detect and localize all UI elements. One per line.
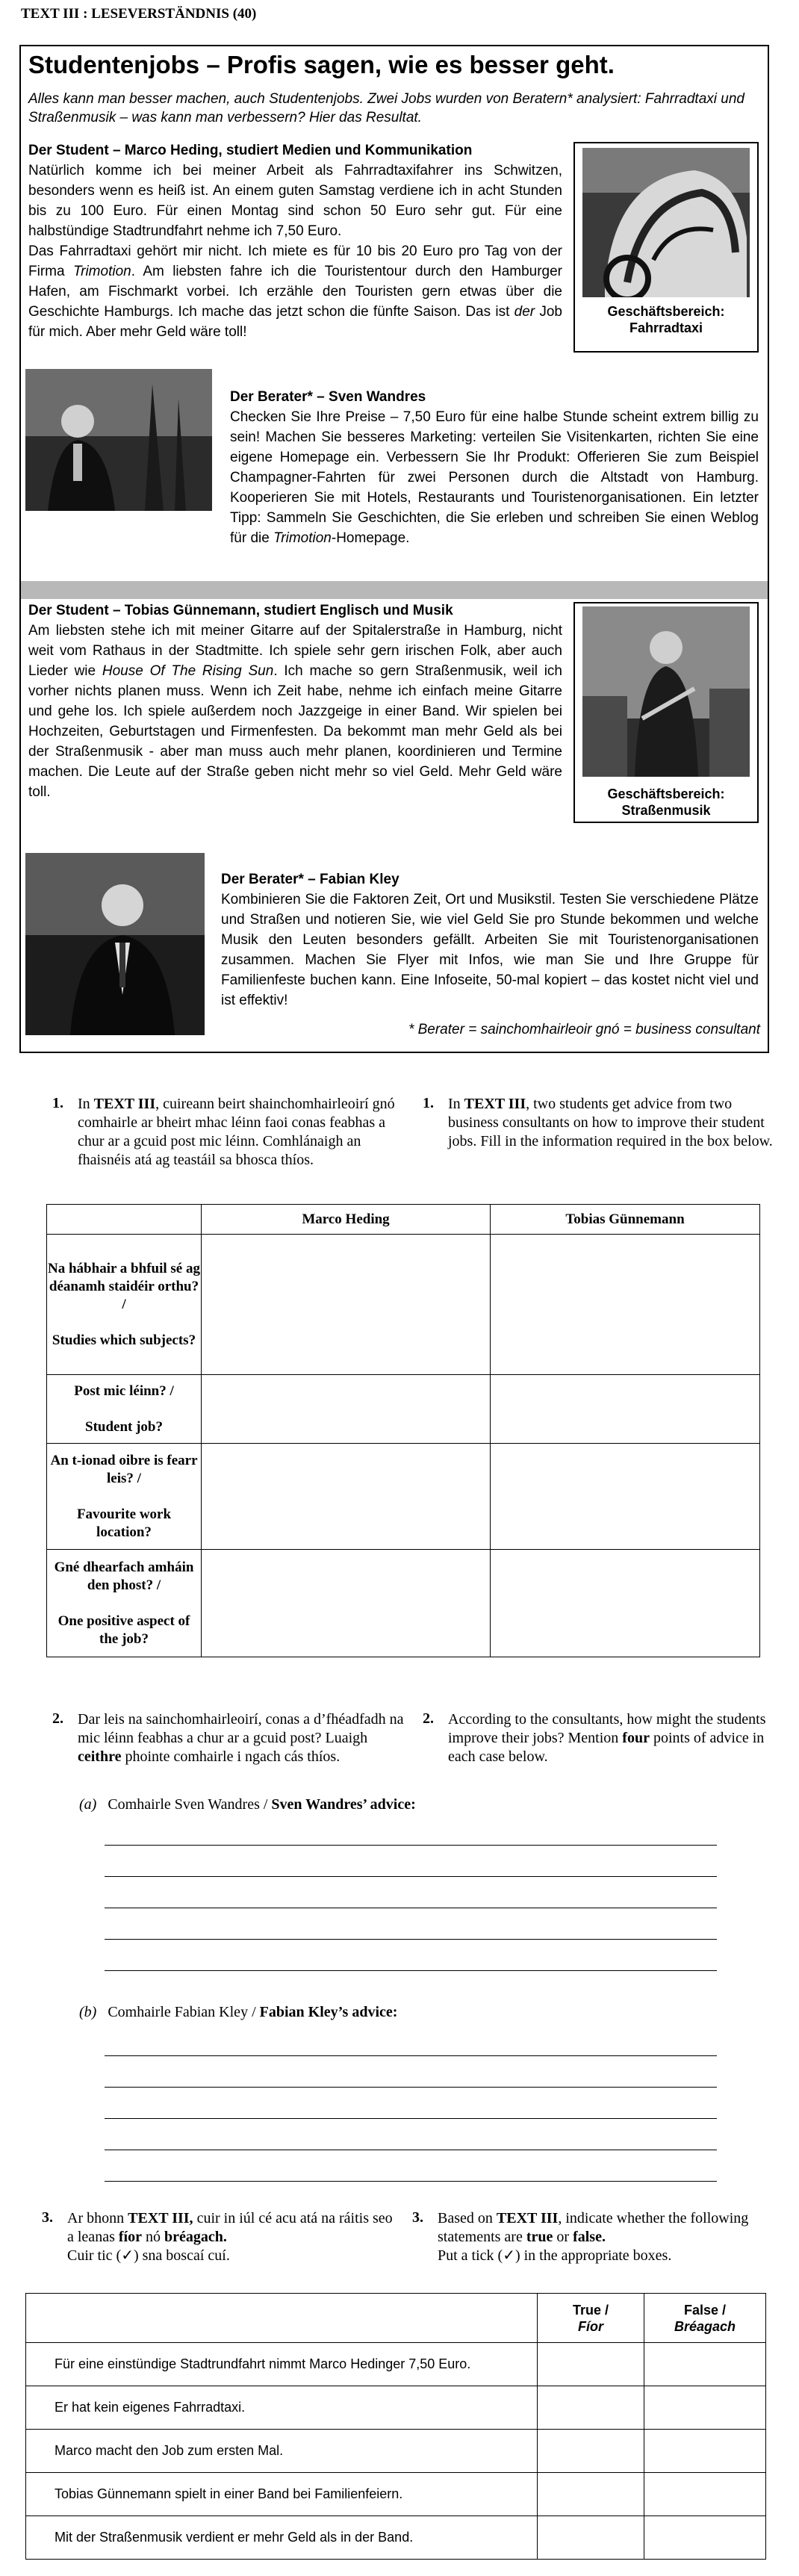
student2-text [28,621,562,802]
student1-text-b-italic: Trimotion [72,264,131,279]
q1-row-positive [47,1550,202,1657]
q1-corner-cell [47,1205,202,1235]
q2a-label [79,1796,416,1814]
q2a-irish: Comhairle Sven Wandres / [108,1796,272,1813]
footnote: * Berater = sainchomhairleoir gnó = business consultant [408,1022,760,1037]
article-intro: Alles kann man besser machen, auch Studentenjobs. Zwei Jobs wurden von Beratern* analysiert: Fahrradtaxi und Straßenmusik – was kann man verbessern? Hier das Resultat. [28,91,744,125]
q1-english-bold: TEXT III [464,1096,526,1112]
q2a-english: Sven Wandres’ advice: [271,1796,416,1813]
article-title: Studentenjobs – Profis sagen, wie es besser geht. [28,51,615,78]
answer-tobias-job[interactable] [491,1375,760,1444]
q2b-answer-line-5[interactable] [105,2181,717,2182]
q3-irish-text [67,2209,396,2265]
adviser1-text2: -Homepage. [331,530,410,546]
q1-row-job [47,1375,202,1444]
q2b-english: Fabian Kley’s advice: [259,2004,398,2020]
student1-photo-frame [573,142,759,353]
q2-irish-bold: ceithre [78,1748,122,1765]
q3-irish-d: Cuir tic (✓) sna boscaí cuí. [67,2247,230,2264]
answer-tobias-subjects[interactable] [491,1235,760,1375]
student1-text-b3: Job für mich. Aber mehr Geld wäre toll! [28,304,562,340]
adviser1-text1: Checken Sie Ihre Preise – 7,50 Euro für eine halbe Stunde scheint extrem billig zu sein! Machen Sie besseres Marketing: verteilen Sie Visitenkarten, richten Sie eine eigene Homepage ein. Verbessern Sie Ihr Produkt: Offerieren Sie zum Beispiel Champagner-Fahrten für zwei Personen durch die Altstadt von Hamburg. Kooperieren Sie mit Hotels, Restaurants und Touristenorganisationen. Ein letzter Tipp: Sammeln Sie Geschichten, die Sie erleben und schreiben Sie einen Weblog für die [230,409,759,546]
q3-irish-a: Ar bhonn [67,2210,128,2226]
q3-english-c: or [553,2229,573,2245]
student1-text-b2: . Am liebsten fahre ich die Touristentour durch den Hamburger Hafen, am Fischmarkt vorbei. Ich erzähle den Touristen gern etwas über die Geschichte Hamburgs. Ich mache das jetzt schon die fünfte Saison. Das ist [28,264,563,320]
q3-irish-bold1: TEXT III, [128,2210,193,2226]
q1-row-subjects-irish: Na hábhair a bhfuil sé ag déanamh staidéir orthu? / [48,1260,200,1312]
q1-number-english: 1. [423,1095,434,1111]
q2-english-a: According to the consultants, how might the students improve their jobs? Mention [448,1711,766,1746]
q3-false-box-1[interactable] [644,2343,766,2386]
student1-text-a: Natürlich komme ich bei meiner Arbeit als Fahrradtaxifahrer ins Schwitzen, besonders wenn es heiß ist. An einem guten Samstag verdiene ich in acht Stunden bis zu 100 Euro. Für einen Montag sind schon 50 Euro sehr gut. Für eine halbstündige Stadtrundfahrt nehme ich 7,50 Euro. [28,163,562,239]
rickshaw-photo [582,148,750,297]
q2-english-text [448,1710,777,1766]
q2b-answer-line-1[interactable] [105,2055,717,2056]
adviser1-text-italic: Trimotion [273,530,332,546]
q1-col-marco: Marco Heding [202,1205,491,1235]
q3-english-bold1: TEXT III [496,2210,559,2226]
q1-row-subjects [47,1235,202,1375]
q2a-answer-line-4[interactable] [105,1939,717,1940]
q2-english-bold: four [622,1730,650,1746]
q1-english-text [448,1095,777,1151]
q3-number-irish: 3. [42,2209,53,2226]
q1-irish-bold: TEXT III [93,1096,156,1112]
q3-english-a: Based on [438,2210,497,2226]
q1-irish-text [78,1095,406,1170]
q3-corner-cell [26,2294,538,2343]
q3-true-box-4[interactable] [538,2473,644,2516]
q3-true-head: True / [572,2302,609,2318]
answer-marco-location[interactable] [202,1444,491,1550]
adviser2-heading: Der Berater* – Fabian Kley [221,872,400,887]
q3-irish-b: cuir in iúl cé acu atá na ráitis seo a leanas [67,2210,393,2245]
q3-number-english: 3. [412,2209,423,2226]
q3-statement-4: Tobias Günnemann spielt in einer Band bei Familienfeiern. [26,2473,538,2516]
q2a-letter: (a) [79,1796,97,1813]
student2-photo-frame [573,602,759,823]
q3-english-b: , indicate whether the following statements are [438,2210,749,2245]
consultant2-photo [25,853,205,1035]
divider-band [21,581,768,599]
q3-english-text [438,2209,766,2265]
q3-english-bold2: true [526,2229,553,2245]
q1-row-positive-irish: Gné dhearfach amháin den phost? / [54,1559,194,1593]
q3-false-box-3[interactable] [644,2430,766,2473]
answer-marco-positive[interactable] [202,1550,491,1657]
section-heading: TEXT III : LESEVERSTÄNDNIS (40) [21,6,257,22]
q3-false-irish: Bréagach [674,2318,736,2334]
q3-true-irish: Fíor [578,2318,603,2334]
q3-true-box-2[interactable] [538,2386,644,2430]
student1-heading: Der Student – Marco Heding, studiert Medien und Kommunikation [28,143,473,158]
answer-tobias-positive[interactable] [491,1550,760,1657]
q3-irish-bold3: bréagach. [164,2229,227,2245]
q2b-irish: Comhairle Fabian Kley / [108,2004,260,2020]
q2b-label [79,2003,397,2022]
student2-text2: . Ich mache so gern Straßenmusik, weil ich vorher nichts planen muss. Wenn ich Zeit habe, nehme ich einfach meine Gitarre und gehe los. Ich spiele außerdem noch Jazzgeige in einer Band. Wir spielen bei Hochzeiten, Geburtstagen und Firmenfesten. Da bekommt man mehr Geld als bei der Straßenmusik - aber man muss auch mehr planen, koordinieren und Termine machen. Die Leute auf der Straße geben nicht mehr so viel Geld. Mehr Geld wäre toll. [28,663,562,800]
q3-col-true [538,2294,644,2343]
q1-row-subjects-english: Studies which subjects? [52,1332,196,1348]
q1-row-job-irish: Post mic léinn? / [74,1382,174,1399]
q2b-letter: (b) [79,2004,97,2020]
q1-irish-b: , cuireann beirt shainchomhairleoirí gnó comhairle ar bheirt mhac léinn faoi conas feabhas a chur ar a gcuid post mic léinn. Comhlánaigh an fhaisnéis atá ag teastáil sa bhosca thíos. [78,1096,395,1168]
student1-text-b-italic2: der [514,304,535,320]
q3-col-false [644,2294,766,2343]
q3-false-box-4[interactable] [644,2473,766,2516]
adviser1-text [230,407,759,548]
q1-irish-a: In [78,1096,94,1112]
q1-row-job-english: Student job? [85,1418,163,1435]
musician-photo [582,606,750,777]
q3-irish-c: nó [141,2229,164,2245]
q2a-answer-line-5[interactable] [105,1970,717,1971]
q3-statement-5: Mit der Straßenmusik verdient er mehr Geld als in der Band. [26,2516,538,2560]
q2-irish-a: Dar leis na sainchomhairleoirí, conas a d’fhéadfadh na mic léinn feabhas a chur ar a gcuid post? Luaigh [78,1711,404,1746]
q2a-answer-line-2[interactable] [105,1876,717,1877]
q2-number-english: 2. [423,1710,434,1727]
q3-statement-2: Er hat kein eigenes Fahrradtaxi. [26,2386,538,2430]
q3-statement-3: Marco macht den Job zum ersten Mal. [26,2430,538,2473]
q2a-answer-line-1[interactable] [105,1845,717,1846]
q3-false-head: False / [683,2302,727,2318]
student2-text1: Am liebsten stehe ich mit meiner Gitarre auf der Spitalerstraße in Hamburg, nicht weit vom Rathaus in der Stadtmitte. Ich spiele sehr gern irischen Folk, aber auch Lieder wie [28,623,562,679]
q3-true-box-5[interactable] [538,2516,644,2560]
q3-true-box-1[interactable] [538,2343,644,2386]
q3-table [25,2293,766,2560]
student2-heading: Der Student – Tobias Günnemann, studiert Englisch und Musik [28,603,453,618]
q2b-answer-line-2[interactable] [105,2087,717,2088]
q2-irish-text [78,1710,406,1766]
q3-english-d: Put a tick (✓) in the appropriate boxes. [438,2247,672,2264]
q1-english-a: In [448,1096,464,1112]
answer-tobias-location[interactable] [491,1444,760,1550]
q3-irish-bold2: fíor [118,2229,142,2245]
student1-caption: Geschäftsbereich: Fahrradtaxi [607,304,725,335]
q2-number-irish: 2. [52,1710,63,1727]
q1-row-positive-english: One positive aspect of the job? [57,1613,190,1647]
q3-statement-1: Für eine einstündige Stadtrundfahrt nimmt Marco Hedinger 7,50 Euro. [26,2343,538,2386]
q1-number-irish: 1. [52,1095,63,1111]
adviser2-text: Kombinieren Sie die Faktoren Zeit, Ort und Musikstil. Testen Sie verschiedene Plätze und Straßen und notieren Sie, wie viel Geld Sie pro Stunde bekommen und welche Musik den Leuten besonders gefällt. Arbeiten Sie mit Touristenorganisationen zusammen. Machen Sie Flyer mit Infos, wie man Sie und Ihre Gruppe für Familienfeste buchen kann. Eine Infoseite, 50-mal kopiert – das kostet nicht viel und ist effektiv! [221,892,759,1008]
q1-row-location [47,1444,202,1550]
q2-english-b: points of advice in each case below. [448,1730,765,1765]
student1-text-b1: Das Fahrradtaxi gehört mir nicht. Ich miete es für 10 bis 20 Euro pro Tag von der Firma [28,243,562,279]
consultant1-photo [25,369,212,511]
q1-row-location-english: Favourite work location? [76,1506,172,1540]
q1-row-location-irish: An t-ionad oibre is fearr leis? / [50,1452,198,1486]
q1-english-b: , two students get advice from two business consultants on how to improve their student jobs. Fill in the information required in the box below. [448,1096,773,1149]
q2-irish-b: phointe comhairle i ngach cás thíos. [121,1748,341,1765]
q3-false-box-2[interactable] [644,2386,766,2430]
q3-true-box-3[interactable] [538,2430,644,2473]
q1-table [46,1204,760,1657]
q2b-answer-line-3[interactable] [105,2118,717,2119]
student2-text-italic: House Of The Rising Sun [102,663,274,679]
student1-text [28,161,562,342]
q3-false-box-5[interactable] [644,2516,766,2560]
answer-marco-subjects[interactable] [202,1235,491,1375]
q1-col-tobias: Tobias Günnemann [491,1205,760,1235]
student2-caption: Geschäftsbereich: Straßenmusik [607,786,725,818]
q3-english-bold3: false. [573,2229,606,2245]
adviser1-heading: Der Berater* – Sven Wandres [230,389,426,405]
answer-marco-job[interactable] [202,1375,491,1444]
article-box [19,45,769,1053]
